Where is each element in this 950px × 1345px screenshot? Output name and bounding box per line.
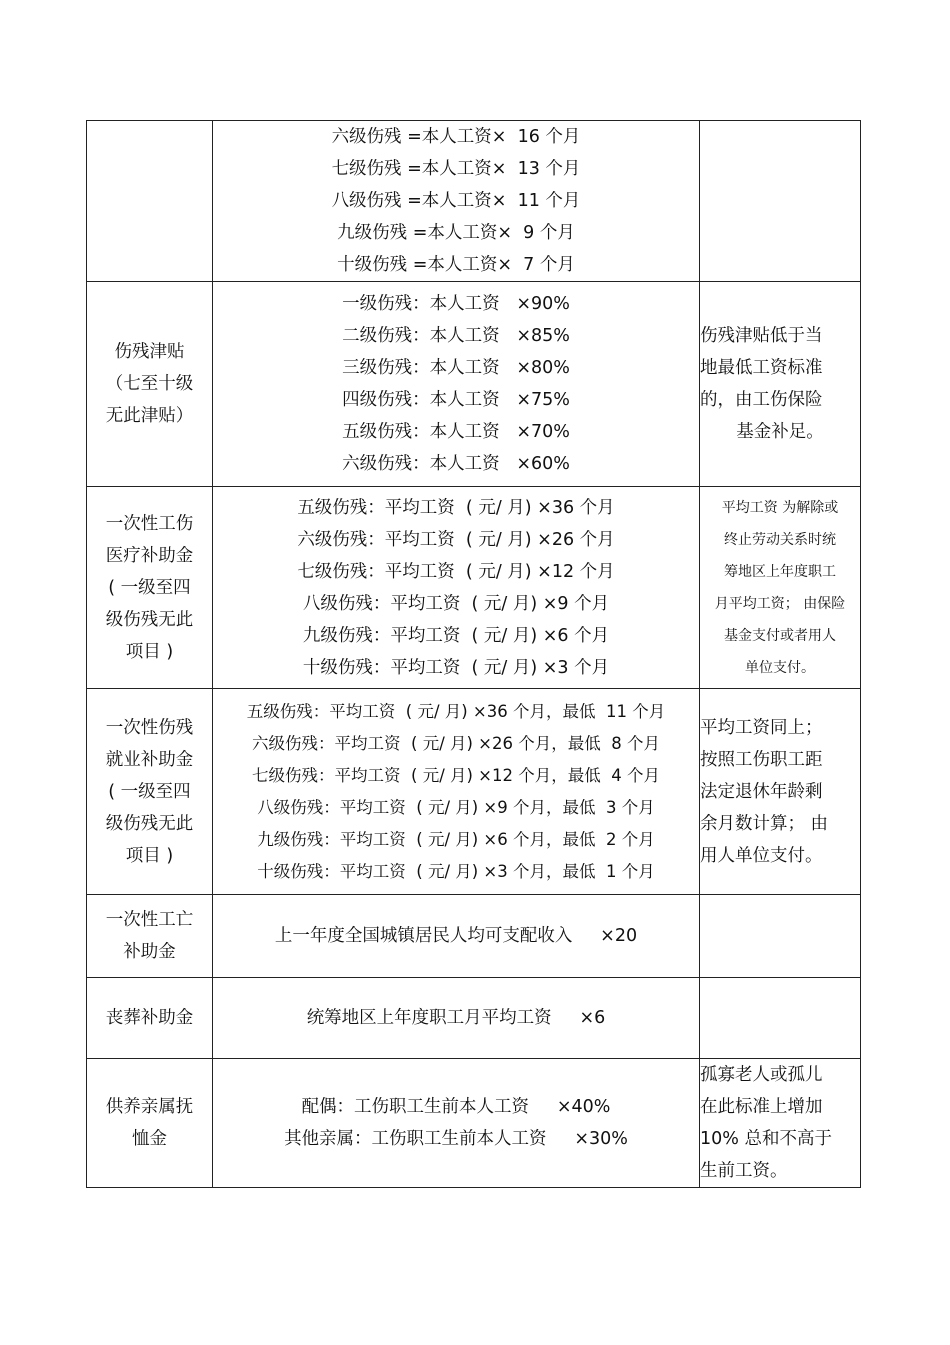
row-label-cell (87, 282, 213, 487)
formula-cell (213, 487, 700, 689)
formula-line: 一级伤残：本人工资 ×90% (342, 294, 570, 314)
note-line: 地最低工资标准 (700, 358, 823, 378)
note-cell (700, 487, 861, 689)
row-label-cell (87, 121, 213, 282)
row-label-line: 供养亲属抚 (105, 1097, 194, 1117)
formula-line: 九级伤残 =本人工资× 9 个月 (337, 223, 575, 243)
formula-line: 七级伤残：平均工资 ( 元/ 月) ×12 个月，最低 4 个月 (252, 765, 660, 785)
formula-line: 九级伤残：平均工资 ( 元/ 月) ×6 个月，最低 2 个月 (257, 829, 655, 849)
note-line: 10% 总和不高于 (700, 1129, 832, 1149)
note-line: 伤残津贴低于当 (700, 326, 823, 346)
row-label-cell (87, 895, 213, 978)
note-cell (700, 895, 861, 978)
formula-cell (213, 1059, 700, 1188)
table-row (87, 978, 861, 1059)
formula-line: 十级伤残：平均工资 ( 元/ 月) ×3 个月 (302, 657, 610, 678)
note-line: 终止劳动关系时统 (724, 531, 836, 548)
formula-line: 六级伤残 =本人工资× 16 个月 (331, 127, 581, 147)
formula-line: 七级伤残 =本人工资× 13 个月 (331, 159, 581, 179)
formula-line: 五级伤残：本人工资 ×70% (342, 422, 570, 442)
note-line: 法定退休年龄剩 (700, 781, 823, 802)
row-label-line: 丧葬补助金 (105, 1008, 194, 1028)
formula-cell (213, 895, 700, 978)
compensation-table (86, 120, 861, 1188)
row-label-cell (87, 487, 213, 689)
note-line: 用人单位支付。 (700, 845, 823, 866)
row-label-line: （七至十级 (105, 374, 194, 394)
table-row (87, 282, 861, 487)
formula-cell (213, 978, 700, 1059)
table-row (87, 121, 861, 282)
table-row (87, 689, 861, 895)
row-label-line: 恤金 (132, 1129, 167, 1149)
row-label-line: 项目 ) (125, 641, 174, 662)
row-label-line: 级伤残无此 (105, 609, 194, 630)
row-label-line: 就业补助金 (105, 749, 194, 770)
row-label-line: 级伤残无此 (105, 813, 194, 834)
note-line: 余月数计算； 由 (700, 813, 829, 834)
formula-line: 五级伤残：平均工资 ( 元/ 月) ×36 个月，最低 11 个月 (246, 701, 666, 721)
row-label-cell (87, 689, 213, 895)
note-line: 基金补足。 (736, 422, 824, 442)
formula-line: 六级伤残：平均工资 ( 元/ 月) ×26 个月，最低 8 个月 (252, 733, 660, 753)
formula-line: 六级伤残：本人工资 ×60% (342, 454, 570, 474)
table-row (87, 487, 861, 689)
row-label-line: ( 一级至四 (108, 577, 191, 598)
row-label-cell (87, 978, 213, 1059)
note-line: 在此标准上增加 (700, 1097, 823, 1117)
row-label-line: 无此津贴） (105, 406, 194, 426)
formula-line: 五级伤残：平均工资 ( 元/ 月) ×36 个月 (297, 497, 615, 518)
formula-line: 七级伤残：平均工资 ( 元/ 月) ×12 个月 (297, 561, 615, 582)
note-cell (700, 689, 861, 895)
formula-line: 统筹地区上年度职工月平均工资 ×6 (306, 1008, 606, 1028)
note-line: 的，由工伤保险 (700, 390, 823, 410)
formula-line: 八级伤残 =本人工资× 11 个月 (331, 191, 581, 211)
formula-cell (213, 282, 700, 487)
row-label-line: 医疗补助金 (105, 545, 194, 566)
row-label-line: ( 一级至四 (108, 781, 191, 802)
table-row (87, 895, 861, 978)
row-label-line: 一次性工伤 (105, 513, 194, 534)
formula-line: 十级伤残 =本人工资× 7 个月 (337, 255, 575, 275)
note-line: 按照工伤职工距 (700, 749, 823, 770)
row-label-line: 伤残津贴 (114, 342, 185, 362)
note-line: 月平均工资； 由保险 (714, 595, 846, 612)
formula-line: 八级伤残：平均工资 ( 元/ 月) ×9 个月，最低 3 个月 (257, 797, 655, 817)
note-line: 筹地区上年度职工 (724, 563, 836, 580)
table-row (87, 1059, 861, 1188)
note-line: 平均工资 为解除或 (721, 499, 839, 516)
formula-line: 四级伤残：本人工资 ×75% (342, 390, 570, 410)
formula-line: 上一年度全国城镇居民人均可支配收入 ×20 (274, 926, 638, 946)
formula-line: 九级伤残：平均工资 ( 元/ 月) ×6 个月 (302, 625, 610, 646)
note-cell (700, 1059, 861, 1188)
row-label-line: 项目 ) (125, 845, 174, 866)
note-line: 平均工资同上； (700, 717, 823, 738)
formula-line: 二级伤残：本人工资 ×85% (342, 326, 570, 346)
note-cell (700, 282, 861, 487)
formula-cell (213, 121, 700, 282)
row-label-cell (87, 1059, 213, 1188)
note-cell (700, 978, 861, 1059)
note-line: 单位支付。 (745, 659, 815, 676)
note-line: 基金支付或者用人 (724, 627, 836, 644)
formula-line: 其他亲属：工伤职工生前本人工资 ×30% (284, 1129, 628, 1149)
note-line: 生前工资。 (700, 1161, 788, 1181)
note-line: 孤寡老人或孤儿 (700, 1065, 823, 1085)
formula-line: 六级伤残：平均工资 ( 元/ 月) ×26 个月 (297, 529, 615, 550)
row-label-line: 一次性工亡 (105, 910, 194, 930)
formula-line: 配偶：工伤职工生前本人工资 ×40% (301, 1097, 611, 1117)
formula-line: 三级伤残：本人工资 ×80% (342, 358, 570, 378)
formula-line: 十级伤残：平均工资 ( 元/ 月) ×3 个月，最低 1 个月 (257, 861, 655, 881)
row-label-line: 一次性伤残 (105, 717, 194, 738)
formula-cell (213, 689, 700, 895)
note-cell (700, 121, 861, 282)
row-label-line: 补助金 (123, 942, 176, 962)
formula-line: 八级伤残：平均工资 ( 元/ 月) ×9 个月 (302, 593, 610, 614)
